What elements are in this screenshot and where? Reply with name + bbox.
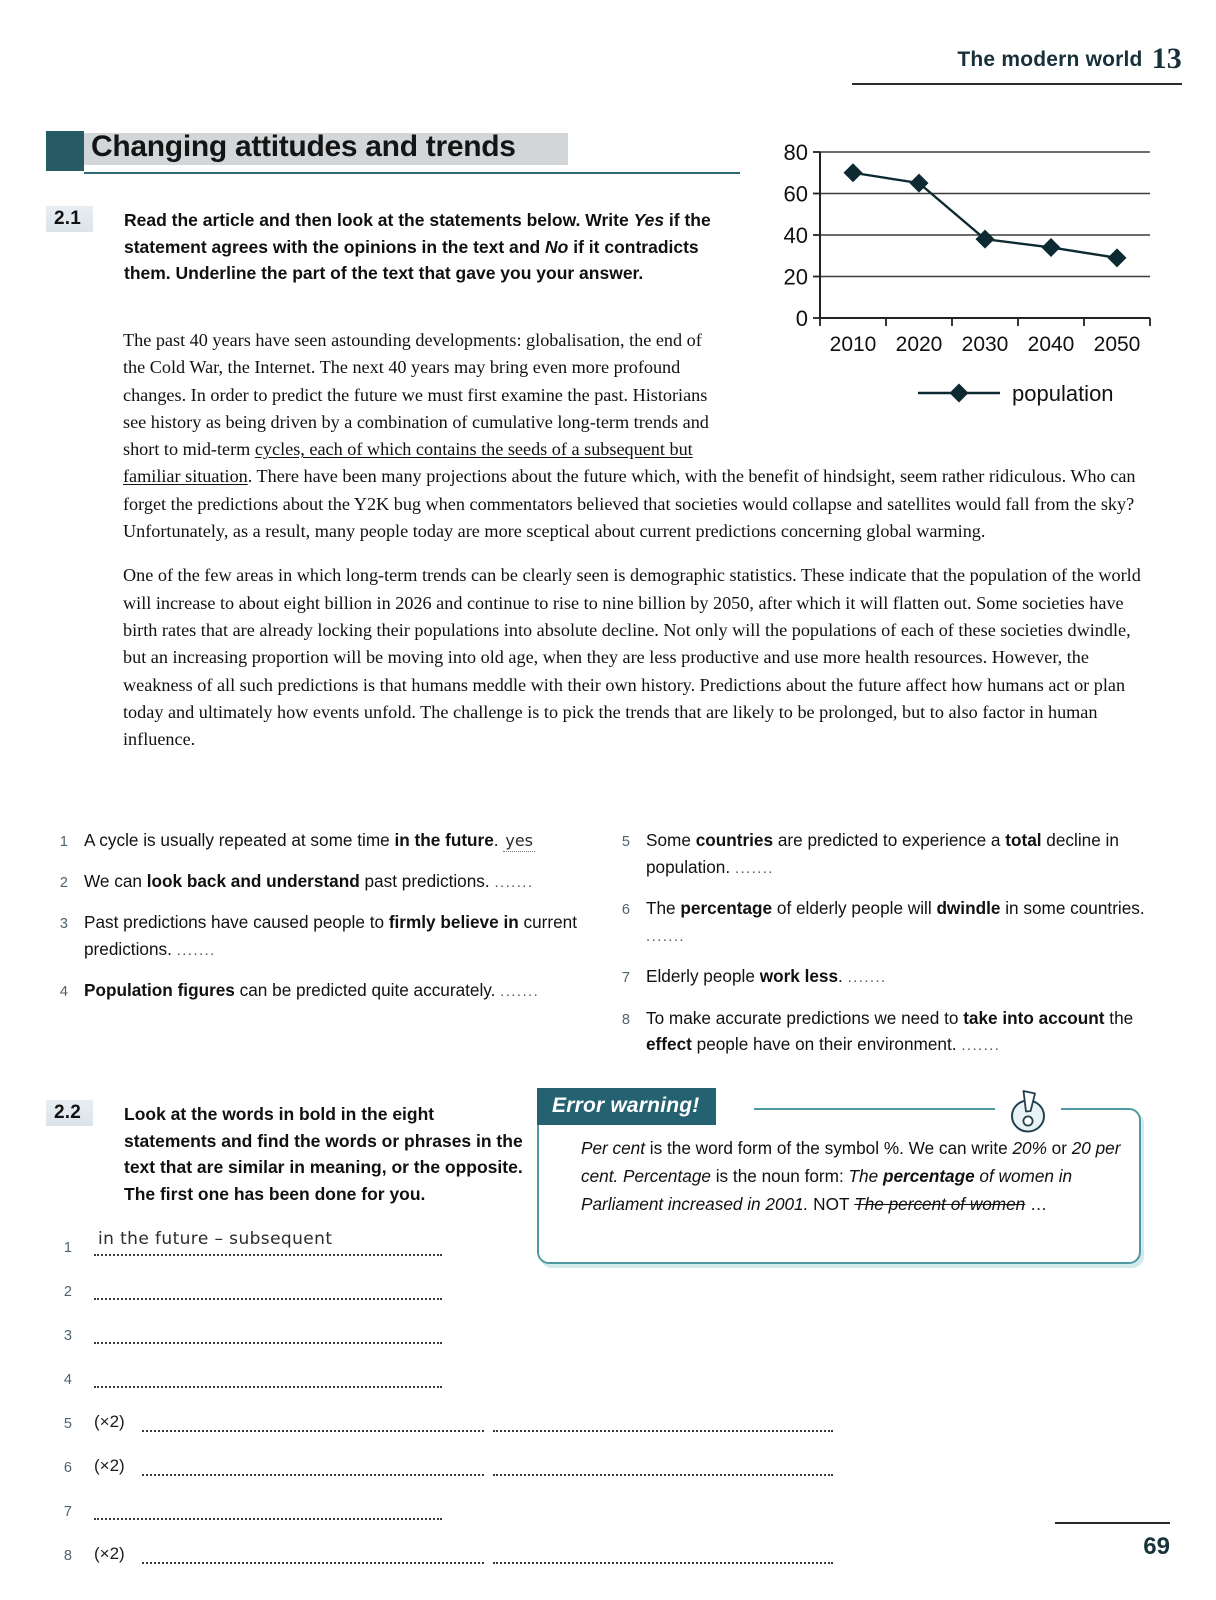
answer-line-row [46,1316,846,1360]
answer-blank-line[interactable] [142,1562,484,1564]
answer-line-row [46,1448,846,1492]
statement-number: 1 [59,834,68,850]
header-title: The modern world [957,48,1143,71]
answer-blank-line[interactable] [94,1298,442,1300]
statement-number: 5 [621,834,630,850]
section-title-rule [84,172,740,174]
svg-text:2020: 2020 [895,333,943,356]
statement-answer-handwritten[interactable]: yes [505,831,534,850]
statement-item [46,977,606,1006]
header-unit-number: 13 [1151,42,1182,75]
statement-answer-blank[interactable]: ....... [734,859,774,877]
answer-line-row [46,1492,846,1536]
answer-line-number: 6 [63,1460,72,1476]
answer-blank-line[interactable] [94,1254,442,1256]
answer-line-multiplier: (×2) [94,1544,125,1563]
statements-column-right [608,827,1163,1073]
answer-line-number: 5 [63,1416,72,1432]
svg-text:2050: 2050 [1093,333,1141,356]
answer-line-number: 7 [63,1504,72,1520]
answer-lines-list [46,1228,846,1580]
chart-text-wrap-spacer [715,327,1145,437]
svg-text:population: population [1012,381,1114,406]
statement-item [608,895,1163,950]
statement-text: Some countries are predicted to experience a total decline in population. ....... [646,830,1119,877]
article-paragraph-1: The past 40 years have seen astounding developments: globalisation, the end of the Cold War, the Internet. The next 40 years may bring even more profound changes. In order to predict the future we must first examine the past. Historians see history as being driven by a combination of cumulative long-term trends and short to mid-term cycles, each of which contains the seeds of a subsequent but familiar situation. There have been many projections about the future which, with the benefit of hindsight, seem rather ridiculous. Who can forget the predictions about the Y2K bug when commentators believed that societies would collapse and satellites would fall from the sky? Unfortunately, as a result, many people today are more sceptical about current predictions concerning global warming. [123,330,1136,542]
svg-text:60: 60 [783,181,808,207]
svg-text:0: 0 [795,306,808,331]
statement-item [608,963,1163,992]
exclamation-circle-icon [1003,1085,1053,1135]
footer-rule [1055,1522,1170,1524]
statement-number: 8 [621,1011,630,1028]
statement-number: 3 [59,916,68,932]
statement-answer-blank[interactable]: ....... [494,873,534,891]
article-body [123,327,1145,770]
answer-blank-line[interactable] [493,1430,833,1432]
svg-text:2040: 2040 [1027,333,1075,356]
exercise-instruction-2-1: Read the article and then look at the statements below. Write Yes if the statement agrees with the opinions in the text and No if it contradicts them. Underline the part of the text that gave you your answer. [124,210,711,283]
svg-text:40: 40 [783,223,808,248]
statement-text: The percentage of elderly people will dwindle in some countries. ....... [646,898,1145,945]
statement-item [608,827,1163,882]
answer-blank-line[interactable] [493,1474,833,1476]
chart-y-tick-labels [784,140,808,331]
error-warning-box [537,1094,1141,1264]
answer-blank-line[interactable] [94,1386,442,1388]
statement-number: 6 [621,902,630,918]
answer-line-multiplier: (×2) [94,1456,125,1475]
answer-blank-line[interactable] [94,1518,442,1520]
answer-line-number: 8 [63,1548,72,1564]
statement-text: We can look back and understand past predictions. ....... [84,870,534,891]
header-rule [852,83,1182,85]
statement-answer-blank[interactable]: ....... [176,941,216,959]
svg-text:20: 20 [783,264,808,290]
exercise-number-2-2: 2.2 [46,1100,93,1126]
statement-text: A cycle is usually repeated at some time in the future. yes [84,830,534,850]
statement-item [46,909,606,964]
exercise-number-2-1: 2.1 [46,206,93,232]
statement-answer-blank[interactable]: ....... [500,983,540,1000]
statement-text: Elderly people work less. ....... [646,966,887,986]
statement-answer-blank[interactable]: ....... [847,969,887,986]
answer-line-row [46,1536,846,1580]
svg-text:80: 80 [783,140,808,165]
svg-text:2030: 2030 [961,333,1009,356]
answer-line-number: 1 [63,1240,72,1256]
statement-text: Population figures can be predicted quite accurately. ....... [84,980,540,1000]
statement-number: 4 [59,984,68,1000]
error-warning-body: Per cent is the word form of the symbol %. We can write 20% or 20 per cent. Percentage is the noun form: The percentage of women in Parliament increased in 2001. NOT The percent of women … [581,1138,1121,1214]
statement-item [46,827,606,855]
statement-answer-blank[interactable]: ....... [961,1037,1001,1054]
answer-handwritten-text[interactable]: in the future – subsequent [98,1229,333,1249]
answer-line-number: 4 [63,1372,72,1388]
statement-number: 7 [621,970,630,986]
answer-line-row [46,1404,846,1448]
statement-item [46,868,606,897]
section-title-text: Changing attitudes and trends [91,130,516,163]
answer-line-row [46,1272,846,1316]
statement-text: To make accurate predictions we need to take into account the effect people have on their environment. ....... [646,1007,1134,1054]
header-title-line [752,42,1182,76]
article-paragraph-2: One of the few areas in which long-term trends can be clearly seen is demographic statistics. These indicate that the population of the world will increase to about eight billion in 2026 and continue to rise to nine billion by 2050, after which it will flatten out. Some societies have birth rates that are already locking their populations into absolute decline. Not only will the populations of each of these societies dwindle, but an increasing proportion will be moving into old age, when they are less productive and use more health resources. However, the weakness of all such predictions is that humans meddle with their own history. Predictions about the future affect how humans act or plan today and ultimately how events unfold. The challenge is to pick the trends that are likely to be prolonged, but to also factor in human influence. [123,565,1141,750]
answer-line-row [46,1360,846,1404]
statement-answer-blank[interactable]: ....... [646,927,685,945]
answer-blank-line[interactable] [493,1562,833,1564]
answer-line-number: 3 [63,1328,72,1344]
statements-column-left [46,827,606,1019]
chart-series-population [844,163,1127,267]
page-header [752,42,1182,85]
section-marker-block [46,131,84,171]
answer-blank-line[interactable] [94,1342,442,1344]
error-warning-label: Error warning! [537,1088,716,1125]
exercise-instruction-2-2: Look at the words in bold in the eight statements and find the words or phrases in the text that are similar in meaning, or the opposite. The first one has been done for you. [124,1104,523,1204]
page-number: 69 [1143,1533,1170,1560]
section-title [46,131,706,177]
statement-item [608,1005,1163,1060]
statement-number: 2 [59,874,68,891]
answer-blank-line[interactable] [142,1474,484,1476]
svg-text:2010: 2010 [829,333,877,356]
answer-blank-line[interactable] [142,1430,484,1432]
statement-text: Past predictions have caused people to firmly believe in current predictions. ....... [84,912,578,959]
answer-line-multiplier: (×2) [94,1412,125,1431]
answer-line-number: 2 [63,1284,72,1300]
